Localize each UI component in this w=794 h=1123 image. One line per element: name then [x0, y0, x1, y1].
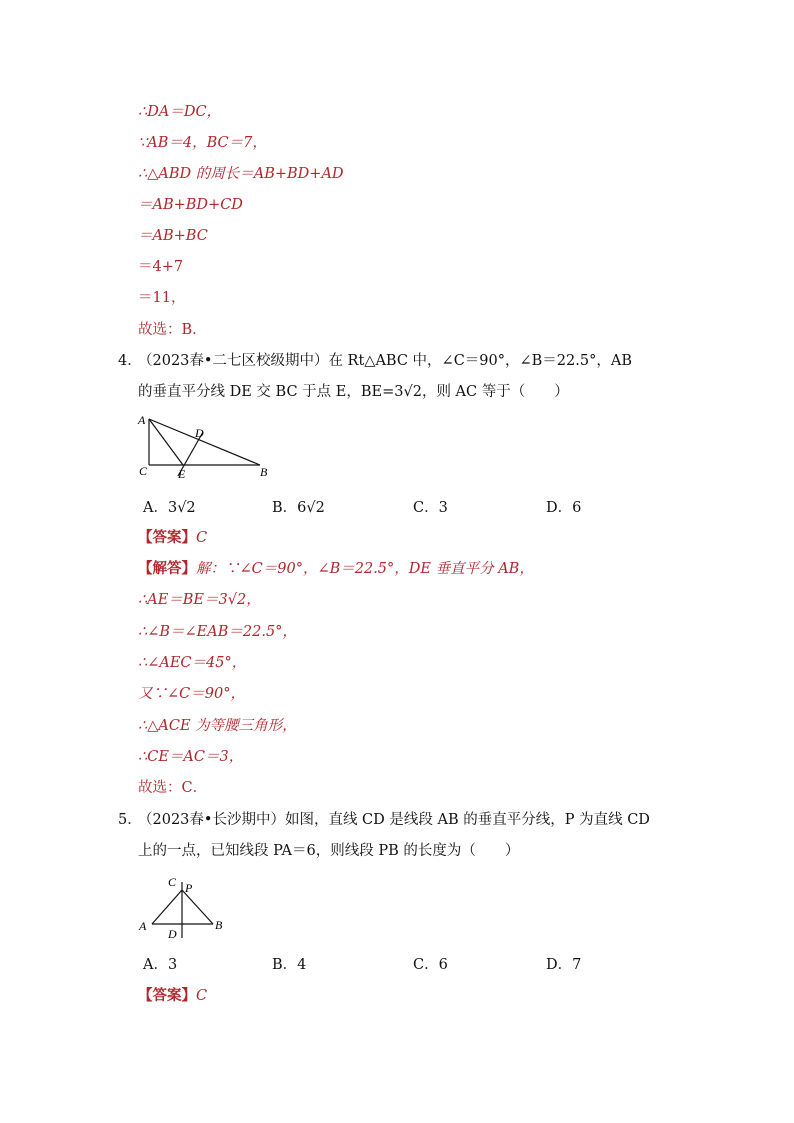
segment-pa [152, 890, 182, 924]
perpendicular-bisector-figure-q5 [130, 870, 240, 942]
label-c: C [139, 464, 148, 478]
option-b: B．4 [272, 957, 307, 973]
label-a: A [139, 919, 147, 933]
option-a: A．3√2 [143, 500, 196, 516]
question-number: 4． [118, 353, 142, 369]
answer-tag: 【答案】 [138, 529, 196, 546]
question-text: 上的一点，已知线段 PA＝6，则线段 PB 的长度为（ ） [138, 843, 520, 859]
option-a: A．3 [143, 957, 178, 973]
solution-line: ∴CE＝AC＝3， [138, 749, 244, 765]
solution-header [138, 559, 534, 579]
solution-first-line: 解：∵∠C＝90°，∠B＝22.5°，DE 垂直平分 AB， [196, 561, 534, 577]
label-d: D [195, 426, 204, 440]
solution-line: ∴∠B＝∠EAB＝22.5°， [138, 624, 297, 640]
answer-value: C [196, 988, 208, 1004]
answer-value: C [196, 530, 208, 546]
solution-line: ∴AE＝BE＝3√2， [138, 592, 261, 608]
solution-line: 又∵∠C＝90°， [138, 686, 245, 702]
answer-line [138, 986, 207, 1006]
solution-line: ＝AB+BD+CD [138, 197, 243, 213]
label-p: P [185, 881, 193, 895]
solution-tag: 【解答】 [138, 560, 196, 577]
label-b: B [215, 918, 223, 932]
option-c: C．6 [413, 957, 448, 973]
option-d: D．7 [546, 957, 582, 973]
segment-pb [182, 890, 213, 924]
solution-line: ∴DA＝DC， [138, 104, 222, 120]
question-text: （2023春•长沙期中）如图，直线 CD 是线段 AB 的垂直平分线，P 为直线 CD [138, 812, 650, 828]
answer-tag: 【答案】 [138, 987, 196, 1004]
question-text: （2023春•二七区校级期中）在 Rt△ABC 中，∠C＝90°，∠B＝22.5°，AB [138, 353, 632, 369]
solution-line: ∴△ABD 的周长＝AB+BD+AD [138, 166, 344, 182]
answer-line [138, 528, 207, 548]
option-c: C．3 [413, 500, 448, 516]
solution-line: 故选：C． [138, 780, 208, 796]
option-b: B．6√2 [272, 500, 325, 516]
question-text: 的垂直平分线 DE 交 BC 于点 E，BE=3√2，则 AC 等于（ ） [138, 384, 569, 400]
label-a: A [138, 413, 146, 427]
solution-line: ∴△ACE 为等腰三角形， [138, 718, 297, 734]
solution-line: ＝11， [138, 290, 186, 306]
solution-line: ＝4+7 [138, 259, 184, 275]
triangle-figure-q4 [130, 408, 280, 486]
label-d: D [168, 927, 177, 941]
solution-line: 故选：B． [138, 322, 207, 338]
solution-line: ∵AB＝4，BC＝7， [138, 135, 267, 151]
question-number: 5． [118, 812, 142, 828]
label-e: E [178, 467, 186, 481]
label-b: B [260, 465, 268, 479]
label-c: C [168, 875, 177, 889]
option-d: D．6 [546, 500, 582, 516]
solution-line: ＝AB+BC [138, 228, 208, 244]
solution-line: ∴∠AEC＝45°， [138, 655, 247, 671]
